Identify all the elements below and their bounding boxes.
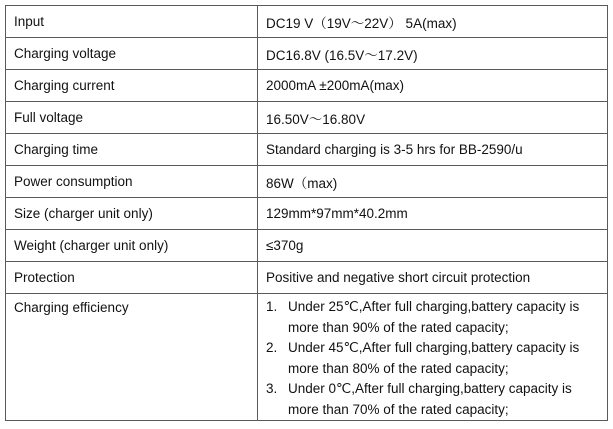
efficiency-item-number: 2. — [266, 340, 278, 355]
param-label-charging-time: Charging time — [6, 134, 258, 166]
spec-row-full-voltage — [6, 102, 608, 134]
param-label-charging-efficiency — [14, 300, 249, 315]
param-label-charging-efficiency-cell — [6, 294, 258, 421]
param-value-charging-current: 2000mA ±200mA(max) — [258, 70, 608, 102]
spec-row-input — [6, 6, 608, 38]
param-value-power-consumption: 86W（max) — [258, 166, 608, 198]
param-value-size: 129mm*97mm*40.2mm — [258, 198, 608, 230]
param-label-power-consumption: Power consumption — [6, 166, 258, 198]
efficiency-item-2 — [266, 338, 599, 379]
spec-table — [5, 5, 608, 421]
param-value-charging-efficiency — [258, 294, 608, 421]
spec-row-weight — [6, 230, 608, 262]
spec-row-protection — [6, 262, 608, 294]
param-value-charging-voltage: DC16.8V (16.5V～17.2V) — [258, 38, 608, 70]
spec-row-size — [6, 198, 608, 230]
efficiency-item-text: Under 25℃,After full charging,battery capacity is more than 90% of the rated capacity; — [288, 299, 580, 335]
param-label-protection: Protection — [6, 262, 258, 294]
param-label-weight: Weight (charger unit only) — [6, 230, 258, 262]
spec-row-charging-current — [6, 70, 608, 102]
param-value-charging-time: Standard charging is 3-5 hrs for BB-2590/u — [258, 134, 608, 166]
param-value-weight: ≤370g — [258, 230, 608, 262]
charging-efficiency-label-text: Charging efficiency — [14, 300, 129, 315]
param-value-protection: Positive and negative short circuit protection — [258, 262, 608, 294]
efficiency-item-3 — [266, 379, 599, 420]
efficiency-item-number: 3. — [266, 381, 278, 396]
spec-row-charging-time — [6, 134, 608, 166]
param-label-full-voltage: Full voltage — [6, 102, 258, 134]
spec-row-charging-efficiency — [6, 294, 608, 421]
param-label-size: Size (charger unit only) — [6, 198, 258, 230]
efficiency-list — [266, 297, 599, 420]
efficiency-item-text: Under 0℃,After full charging,battery capacity is more than 70% of the rated capacity; — [288, 381, 572, 417]
spec-row-power-consumption — [6, 166, 608, 198]
param-value-input: DC19 V（19V～22V） 5A(max) — [258, 6, 608, 38]
param-label-charging-current: Charging current — [6, 70, 258, 102]
efficiency-item-number: 1. — [266, 299, 278, 314]
spec-row-charging-voltage — [6, 38, 608, 70]
efficiency-item-text: Under 45℃,After full charging,battery capacity is more than 80% of the rated capacity; — [288, 340, 580, 376]
param-label-input: Input — [6, 6, 258, 38]
param-value-full-voltage: 16.50V～16.80V — [258, 102, 608, 134]
efficiency-item-1 — [266, 297, 599, 338]
param-label-charging-voltage: Charging voltage — [6, 38, 258, 70]
